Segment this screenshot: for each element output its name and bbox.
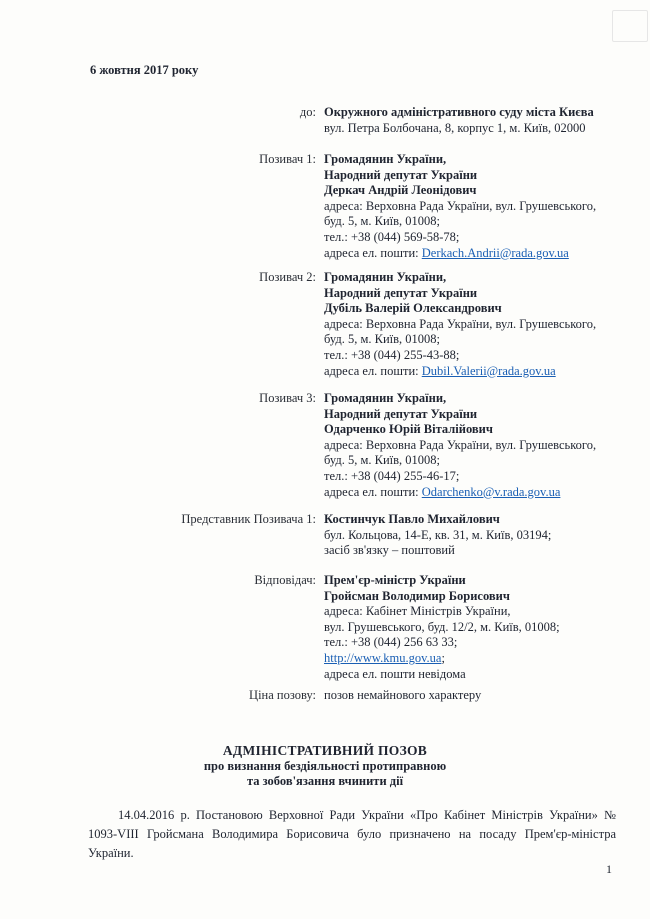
plaintiff-3-phone: тел.: +38 (044) 255-46-17; bbox=[324, 468, 460, 483]
plaintiff-2-address: адреса: Верховна Рада України, вул. Грушевського, bbox=[324, 316, 597, 331]
plaintiff-3-position: Народний депутат України bbox=[324, 406, 478, 421]
recipient-label: до: bbox=[299, 105, 316, 119]
defendant-website-line bbox=[324, 651, 624, 667]
plaintiff-1-address: адреса: Верховна Рада України, вул. Грушевського, bbox=[324, 198, 597, 213]
plaintiff-2-citizenship: Громадянин України, bbox=[324, 270, 447, 284]
plaintiff-3-citizenship: Громадянин України, bbox=[324, 391, 447, 405]
plaintiff-3-email-link[interactable]: Odarchenko@v.rada.gov.ua bbox=[421, 484, 561, 499]
plaintiff-2-email-prefix: адреса ел. пошти: bbox=[324, 363, 422, 378]
plaintiff-3-email-line bbox=[324, 485, 624, 501]
body-text bbox=[88, 806, 616, 863]
recipient-court: Окружного адміністративного суду міста Києва bbox=[324, 105, 594, 119]
plaintiff-3-address-2: буд. 5, м. Київ, 01008; bbox=[324, 453, 440, 468]
defendant-label: Відповідач: bbox=[254, 573, 316, 587]
plaintiff-1-label: Позивач 1: bbox=[259, 152, 316, 166]
representative-label: Представник Позивача 1: bbox=[181, 512, 316, 526]
representative-address: бул. Кольцова, 14-Е, кв. 31, м. Київ, 03194; bbox=[324, 527, 552, 542]
document-date: 6 жовтня 2017 року bbox=[90, 63, 199, 77]
plaintiff-1-name: Деркач Андрій Леонідович bbox=[324, 183, 477, 198]
plaintiff-2-email-line bbox=[324, 364, 624, 380]
claim-price-label: Ціна позову: bbox=[249, 688, 316, 702]
plaintiff-3-name: Одарченко Юрій Віталійович bbox=[324, 422, 493, 437]
plaintiff-1-position: Народний депутат України bbox=[324, 167, 478, 182]
defendant-email-line: адреса ел. пошти невідома bbox=[324, 666, 466, 681]
plaintiff-1-citizenship: Громадянин України, bbox=[324, 152, 447, 166]
claim-price-value: позов немайнового характеру bbox=[324, 688, 482, 702]
plaintiff-2-position: Народний депутат України bbox=[324, 285, 478, 300]
defendant-position: Прем'єр-міністр України bbox=[324, 573, 466, 587]
plaintiff-1-phone: тел.: +38 (044) 569-58-78; bbox=[324, 229, 460, 244]
plaintiff-1-email-prefix: адреса ел. пошти: bbox=[324, 245, 422, 260]
document-title-block bbox=[0, 742, 650, 789]
document-subtitle-2: та зобов'язання вчинити дії bbox=[246, 774, 404, 788]
plaintiff-2-email-link[interactable]: Dubil.Valerii@rada.gov.ua bbox=[421, 363, 556, 378]
plaintiff-2-name: Дубіль Валерій Олександрович bbox=[324, 301, 502, 316]
representative-contact: засіб зв'язку – поштовий bbox=[324, 543, 455, 558]
plaintiff-3-label: Позивач 3: bbox=[259, 391, 316, 405]
page-number: 1 bbox=[606, 862, 612, 876]
plaintiff-3-address: адреса: Верховна Рада України, вул. Грушевського, bbox=[324, 437, 597, 452]
plaintiff-2-label: Позивач 2: bbox=[259, 270, 316, 284]
representative-name: Костинчук Павло Михайлович bbox=[324, 512, 500, 526]
plaintiff-2-address-2: буд. 5, м. Київ, 01008; bbox=[324, 332, 440, 347]
plaintiff-1-email-line bbox=[324, 246, 624, 262]
plaintiff-2-phone: тел.: +38 (044) 255-43-88; bbox=[324, 347, 460, 362]
defendant-website-suffix: ; bbox=[441, 650, 445, 665]
defendant-website-link[interactable]: http://www.kmu.gov.ua bbox=[324, 650, 442, 665]
document-title: АДМІНІСТРАТИВНИЙ ПОЗОВ bbox=[222, 743, 428, 758]
document-subtitle-1: про визнання бездіяльності протиправною bbox=[203, 759, 447, 773]
corner-mark bbox=[612, 10, 648, 42]
defendant-phone: тел.: +38 (044) 256 63 33; bbox=[324, 635, 458, 650]
defendant-name: Гройсман Володимир Борисович bbox=[324, 588, 510, 603]
defendant-address: адреса: Кабінет Міністрів України, bbox=[324, 604, 511, 619]
recipient-address: вул. Петра Болбочана, 8, корпус 1, м. Київ, 02000 bbox=[324, 120, 586, 135]
plaintiff-1-email-link[interactable]: Derkach.Andrii@rada.gov.ua bbox=[421, 245, 569, 260]
plaintiff-3-email-prefix: адреса ел. пошти: bbox=[324, 484, 422, 499]
defendant-address-2: вул. Грушевського, буд. 12/2, м. Київ, 01008; bbox=[324, 619, 560, 634]
body-paragraph: 14.04.2016 р. Постановою Верховної Ради України «Про Кабінет Міністрів України» № 1093-VIII Гройсмана Володимира Борисовича було призначено на посаду Прем'єр-міністра України. bbox=[88, 808, 616, 860]
plaintiff-1-address-2: буд. 5, м. Київ, 01008; bbox=[324, 214, 440, 229]
